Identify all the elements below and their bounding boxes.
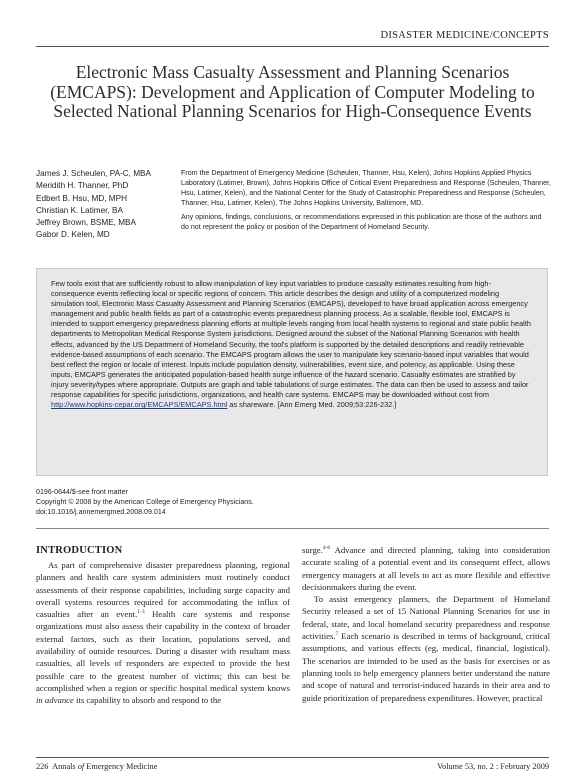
reference-superscript: 7 bbox=[335, 631, 339, 638]
footer-volume: Volume 53, no. 2 : February 2009 bbox=[437, 762, 549, 771]
copyright-block bbox=[36, 487, 366, 518]
abstract-citation: as shareware. [Ann Emerg Med. 2009;53:226-232.] bbox=[227, 400, 397, 410]
body-paragraph: surge.$^{4-6}$ Advance and directed planning, taking into consideration accurate scaling of a potential event and its consequent effect, allows emergency managers at all levels to act as more flexible and effective decisionmakers during the event. bbox=[302, 545, 550, 592]
body-column-right bbox=[302, 544, 550, 704]
body-paragraph: As part of comprehensive disaster preparedness planning, regional planners and health care system administers must routinely conduct assessments of their response capabilities, including surge capacity and overall systems resources required for accommodating the influx of casualties after an event.$^{1-3}$ Health care systems and response organizations must also assess their capability in the context of broader external factors, such as their location, populations served, and availability of outside resources. During a disaster with resultant mass casualties, all levels of responders are expected to provide the best possible care to the greatest number of victims; this can best be accomplished when a region or specific hospital medical system knows in advance its capability to absorb and respond to the bbox=[36, 560, 290, 706]
header-rule bbox=[36, 46, 549, 47]
author-name: Christian K. Latimer, BA bbox=[36, 205, 123, 215]
page-number: 226 bbox=[36, 762, 49, 771]
affiliations-block bbox=[181, 168, 551, 237]
author-name: James J. Scheulen, PA-C, MBA bbox=[36, 169, 151, 178]
author-name: Edbert B. Hsu, MD, MPH bbox=[36, 193, 127, 203]
author-name: Gabor D. Kelen, MD bbox=[36, 230, 110, 240]
footer-journal: 226 Annals of Emergency Medicine bbox=[36, 762, 158, 771]
section-rule bbox=[36, 528, 549, 529]
download-link[interactable]: http://www.hopkins-cepar.org/EMCAPS/EMCAPS.html bbox=[51, 400, 228, 410]
doi-line: doi:10.1016/j.annemergmed.2008.09.014 bbox=[36, 508, 166, 517]
article-title: Electronic Mass Casualty Assessment and Planning Scenarios (EMCAPS): Development and Application of Computer Modeling to Selected National Planning Scenarios for High-Consequence Events bbox=[50, 62, 535, 121]
abstract-text: Few tools exist that are sufficiently robust to allow manipulation of key input variables to produce casualty estimates resulting from high-consequence events reflecting local or specific regions of concern. This article describes the design and utility of a computerized modeling simulation tool, Electronic Mass Casualty Assessment and Planning Scenarios (EMCAPS), developed to have broad application across emergency management and public health fields as part of a catastrophic events preparedness planning process. As a scalable, flexible tool, EMCAPS is intended to support emergency preparedness planning efforts at multiple levels ranging from local health systems to regional and state public health departments to Metropolitan Medical Response System jurisdictions. Designed around the subset of the National Planning Scenarios with health effects, advanced by the US Department of Homeland Security, the tool's platform is supported by the detailed descriptions and readily retrievable evidence-based assumptions of each scenario. The EMCAPS program allows the user to manipulate key scenario-based input variables that would best reflect the region or locale of interest. Inputs include population density, vulnerabilities, event size, and potency, as applicable. Using these inputs, EMCAPS generates the anticipated population-based health surge influence of the hazard scenario. Casualty estimates are stratified by injury severity/types where appropriate. Outputs are graph and table tabulations of surge estimates. The data can then be used to assess and tailor response capabilities for specific jurisdictions, organizations, and health care systems. EMCAPS may be downloaded without cost from bbox=[51, 279, 531, 400]
section-heading: INTRODUCTION bbox=[36, 545, 123, 556]
reference-superscript: 4-6 bbox=[322, 545, 331, 552]
reference-superscript: 1-3 bbox=[137, 609, 145, 616]
author-name: Jeffrey Brown, BSME, MBA bbox=[36, 218, 136, 228]
issn-line: 0196-0644/$-see front matter bbox=[36, 488, 128, 496]
disclaimer-text: Any opinions, findings, conclusions, or recommendations expressed in this publication are those of the authors and do not represent the policy or position of the Department of Homeland Security. bbox=[181, 213, 542, 232]
body-paragraph: To assist emergency planners, the Department of Homeland Security released a set of 15 National Planning Scenarios for use in federal, state, and local homeland security preparedness and response activities.$^7$ Each scenario is described in terms of background, critical assumptions, and various effects (eg, medical, financial, logistical). The scenarios are intended to be used as the basis for exercises or as planning tools to help emergency planners better understand the nature and scope of natural and terrorist-induced hazards in their area and to guide prioritization of preparedness expenditures. However, practical bbox=[302, 594, 550, 703]
author-name: Meridith H. Thanner, PhD bbox=[36, 181, 129, 191]
affiliation-text: From the Department of Emergency Medicine (Scheulen, Thanner, Hsu, Kelen), Johns Hopkins Applied Physics Laboratory (Latimer, Brown), Johns Hopkins Office of Critical Event Preparedness and Response (Scheulen, Thanner, Hsu, Latimer, Kelen), and the National Center for the Study of Catastrophic Preparedness and Response (Scheulen, Thanner, Hsu, Latimer, Kelen), The Johns Hopkins University, Baltimore, MD. bbox=[181, 169, 551, 208]
body-column-left bbox=[36, 544, 290, 707]
abstract-box bbox=[36, 268, 548, 476]
section-label: DISASTER MEDICINE/CONCEPTS bbox=[380, 30, 549, 41]
footer-rule bbox=[36, 757, 549, 758]
author-list bbox=[36, 168, 176, 242]
copyright-line: Copyright © 2008 by the American College of Emergency Physicians. bbox=[36, 498, 254, 507]
